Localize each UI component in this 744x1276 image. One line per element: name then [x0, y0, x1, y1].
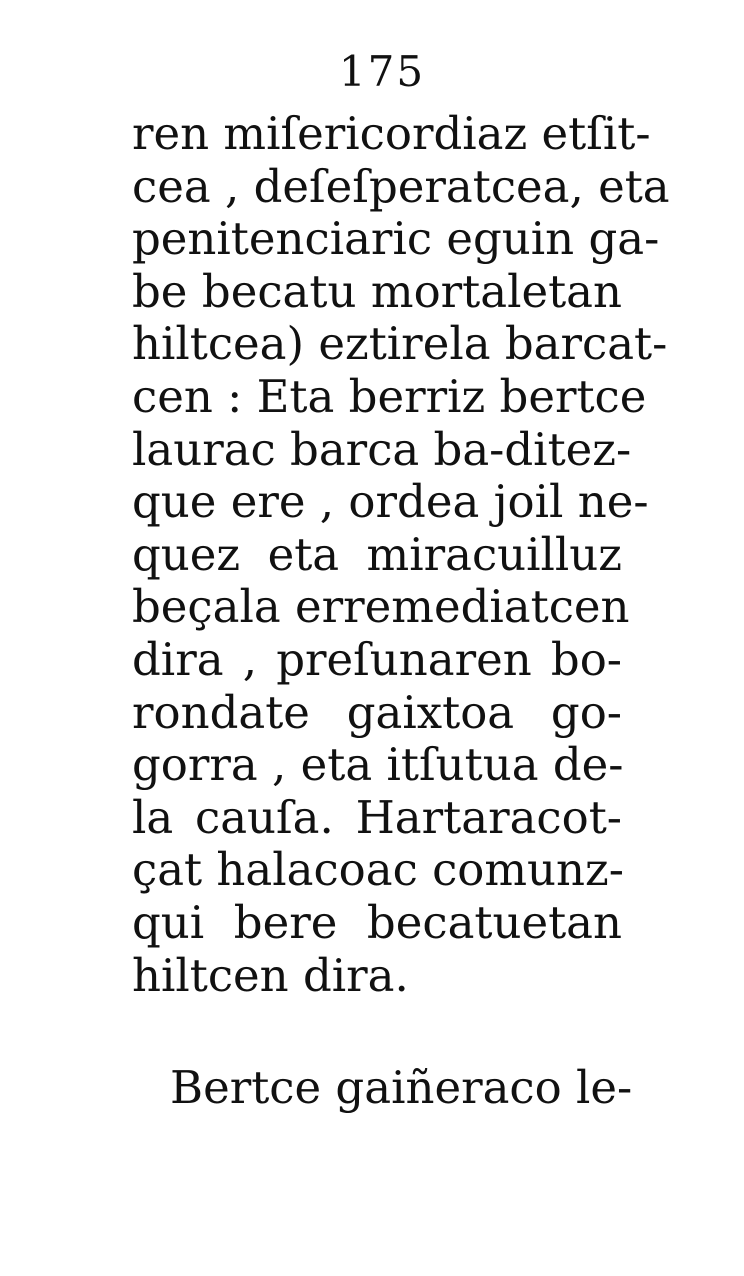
text-line: ren miſericordiaz etſit-	[132, 107, 651, 160]
text-line: quez eta miracuilluz	[132, 527, 622, 581]
text-line: cen : Eta berriz bertce	[132, 369, 647, 423]
text-line: laurac barca ba-ditez-	[132, 422, 632, 476]
text-line: be becatu mortaletan	[132, 264, 622, 318]
page-number: 175	[338, 47, 426, 96]
text-line: gorra , eta itſutua de-	[132, 738, 624, 792]
text-line: çat halacoac comunz-	[132, 843, 624, 897]
text-line: que ere , ordea joil ne-	[132, 475, 649, 529]
text-line: rondate gaixtoa go-	[132, 685, 622, 739]
text-line: beçala erremediatcen	[132, 580, 630, 634]
text-line: penitenciaric eguin ga-	[132, 212, 660, 266]
text-line: dira , preſunaren bo-	[132, 632, 622, 686]
text-line: hiltcen dira.	[132, 948, 409, 1002]
text-line: cea , deſeſperatcea, eta	[132, 159, 670, 213]
text-line: Bertce gaiñeraco le-	[170, 1061, 633, 1114]
paragraph-2	[170, 1061, 633, 1115]
text-line: qui bere becatuetan	[132, 895, 622, 949]
text-line: la cauſa. Hartaracot-	[132, 790, 622, 844]
paragraph-1	[132, 107, 670, 1002]
text-line: hiltcea) eztirela barcat-	[132, 317, 668, 371]
